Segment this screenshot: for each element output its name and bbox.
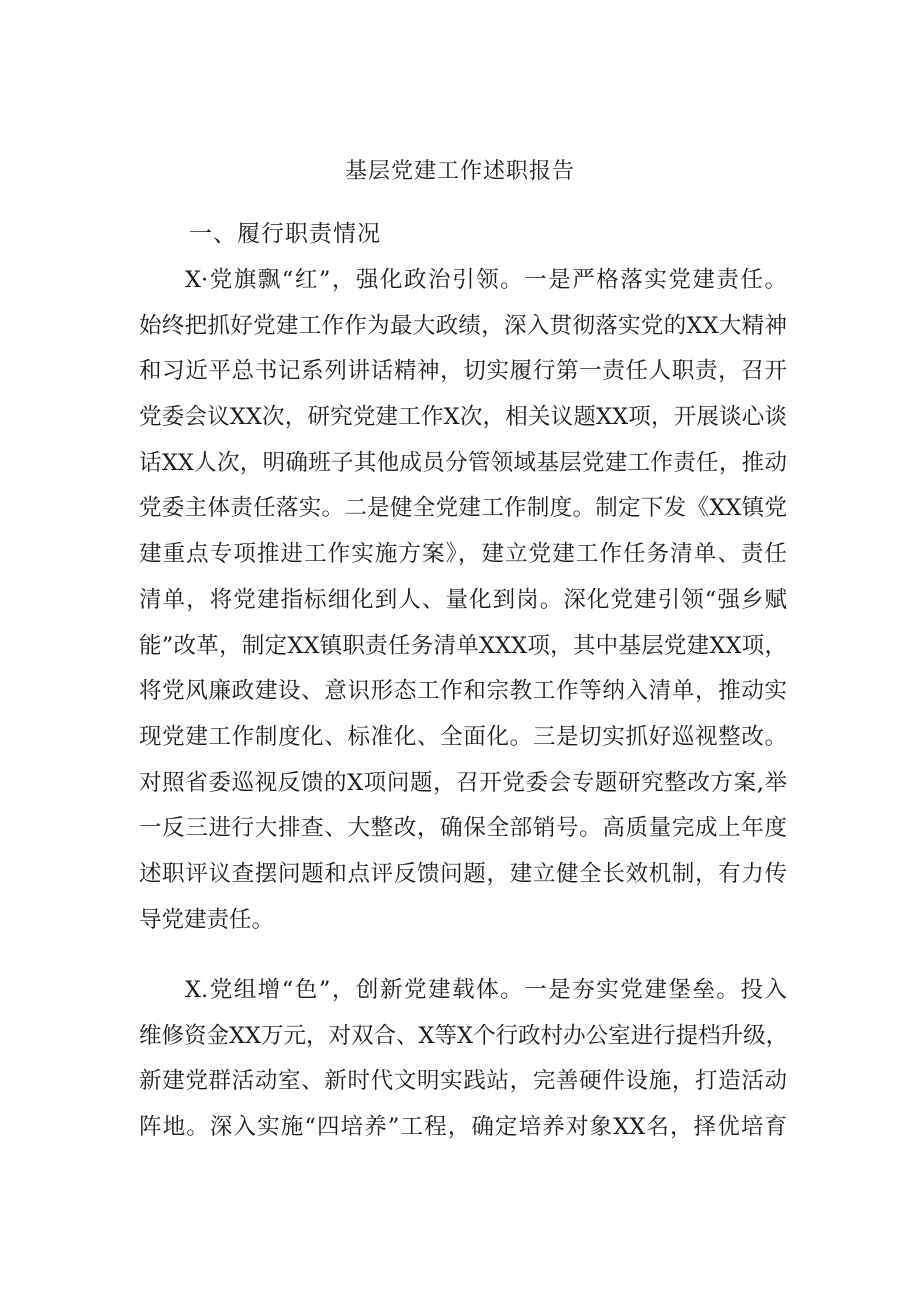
paragraph-line: 将党风廉政建设、意识形态工作和宗教工作等纳入清单，推动实 (139, 678, 787, 705)
paragraph-line: 现党建工作制度化、标准化、全面化。三是切实抓好巡视整改。 (139, 723, 787, 750)
paragraph-1 (139, 258, 787, 943)
document-title: 基层党建工作述职报告 (344, 159, 575, 184)
paragraph-2 (139, 968, 787, 1151)
paragraph-line: 对照省委巡视反馈的X项问题，召开党委会专题研究整改方案,举 (139, 769, 787, 796)
paragraph-line: 一反三进行大排查、大整改，确保全部销号。高质量完成上年度 (139, 815, 787, 842)
paragraph-line: 建重点专项推进工作实施方案》，建立党建工作任务清单、责任 (139, 541, 787, 568)
paragraph-line: 能”改革，制定XX镇职责任务清单XXX项，其中基层党建XX项， (139, 632, 787, 659)
paragraph-line: 党委主体责任落实。二是健全党建工作制度。制定下发《XX镇党 (139, 495, 787, 522)
paragraph-line: 和习近平总书记系列讲话精神，切实履行第一责任人职责，召开 (139, 358, 787, 385)
paragraph-line: 导党建责任。 (139, 906, 275, 933)
section-heading: 一、履行职责情况 (189, 221, 381, 247)
paragraph-line: 话XX人次，明确班子其他成员分管领域基层党建工作责任，推动 (139, 449, 787, 476)
paragraph-line: 始终把抓好党建工作作为最大政绩，深入贯彻落实党的XX大精神 (139, 312, 787, 339)
paragraph-line: X.党组增“色”，创新党建载体。一是夯实党建堡垒。投入 (185, 977, 787, 1003)
paragraph-line: 维修资金XX万元，对双合、X等X个行政村办公室进行提档升级， (139, 1022, 789, 1049)
paragraph-line: 清单，将党建指标细化到人、量化到岗。深化党建引领“强乡赋 (139, 586, 787, 613)
paragraph-line: 述职评议查摆问题和点评反馈问题，建立健全长效机制，有力传 (139, 860, 787, 887)
paragraph-line: 阵地。深入实施“四培养”工程，确定培养对象XX名，择优培育 (139, 1114, 787, 1141)
paragraph-line: 新建党群活动室、新时代文明实践站，完善硬件设施，打造活动 (139, 1068, 787, 1095)
paragraph-line: 党委会议XX次，研究党建工作X次，相关议题XX项，开展谈心谈 (139, 404, 787, 431)
paragraph-line: X·党旗飘“红”，强化政治引领。一是严格落实党建责任。 (185, 267, 787, 293)
